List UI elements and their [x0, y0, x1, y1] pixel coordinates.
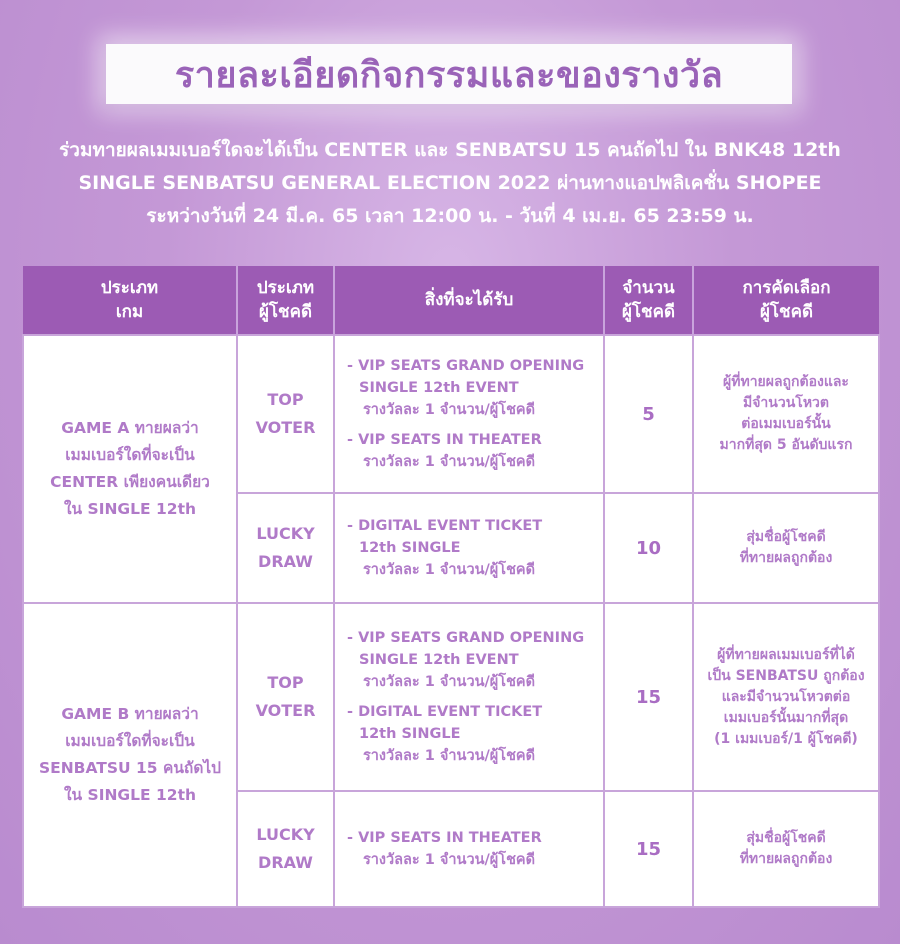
- prizes-cell: [334, 791, 604, 907]
- intro-text: [20, 134, 880, 233]
- intro-line: ระหว่างวันที่ 24 มี.ค. 65 เวลา 12:00 น. - วันที่ 4 เม.ย. 65 23:59 น.: [146, 205, 754, 227]
- header-selection: การคัดเลือก ผู้โชคดี: [693, 266, 879, 335]
- prize-item: - VIP SEATS IN THEATER รางวัลละ 1 จำนวน/ผู้โชคดี: [347, 432, 542, 470]
- prize-item: - VIP SEATS IN THEATER รางวัลละ 1 จำนวน/ผู้โชคดี: [347, 830, 542, 868]
- winner-count-cell: 15: [604, 791, 693, 907]
- intro-line: SINGLE SENBATSU GENERAL ELECTION 2022 ผ่านทางแอปพลิเคชั่น SHOPEE: [78, 172, 822, 194]
- header-winner-type: ประเภท ผู้โชคดี: [237, 266, 334, 335]
- intro-line: ร่วมทายผลเมมเบอร์ใดจะได้เป็น CENTER และ SENBATSU 15 คนถัดไป ใน BNK48 12th: [59, 139, 841, 161]
- title-banner: [106, 44, 792, 104]
- winner-type-cell: LUCKY DRAW: [237, 493, 334, 603]
- table-row: [23, 603, 879, 791]
- selection-cell: ผู้ที่ทายผลถูกต้องและ มีจำนวนโหวต ต่อเมมเบอร์นั้น มากที่สุด 5 อันดับแรก: [693, 335, 879, 493]
- selection-cell: ผู้ที่ทายผลเมมเบอร์ที่ได้ เป็น SENBATSU ถูกต้อง และมีจำนวนโหวตต่อ เมมเบอร์นั้นมากที่สุด (1 เมมเบอร์/1 ผู้โชคดี): [693, 603, 879, 791]
- page-title: รายละเอียดกิจกรรมและของรางวัล: [174, 54, 724, 96]
- table-row: [23, 335, 879, 493]
- selection-cell: สุ่มชื่อผู้โชคดี ที่ทายผลถูกต้อง: [693, 791, 879, 907]
- prize-item: - DIGITAL EVENT TICKET 12th SINGLE รางวัลละ 1 จำนวน/ผู้โชคดี: [347, 704, 543, 764]
- winner-count-cell: 15: [604, 603, 693, 791]
- selection-cell: สุ่มชื่อผู้โชคดี ที่ทายผลถูกต้อง: [693, 493, 879, 603]
- prizes-cell: [334, 603, 604, 791]
- prize-item: - VIP SEATS GRAND OPENING SINGLE 12th EVENT รางวัลละ 1 จำนวน/ผู้โชคดี: [347, 630, 585, 690]
- prize-item: - DIGITAL EVENT TICKET 12th SINGLE รางวัลละ 1 จำนวน/ผู้โชคดี: [347, 518, 543, 578]
- header-winner-count: จำนวน ผู้โชคดี: [604, 266, 693, 335]
- header-prizes: สิ่งที่จะได้รับ: [334, 266, 604, 335]
- header-game-type: ประเภท เกม: [23, 266, 237, 335]
- prize-item: - VIP SEATS GRAND OPENING SINGLE 12th EVENT รางวัลละ 1 จำนวน/ผู้โชคดี: [347, 358, 585, 418]
- winner-count-cell: 5: [604, 335, 693, 493]
- prizes-cell: [334, 493, 604, 603]
- table-header-row: [23, 266, 879, 335]
- prizes-cell: [334, 335, 604, 493]
- rewards-table: [22, 266, 880, 908]
- game-name-cell: GAME B ทายผลว่า เมมเบอร์ใดที่จะเป็น SENBATSU 15 คนถัดไป ใน SINGLE 12th: [23, 603, 237, 907]
- winner-count-cell: 10: [604, 493, 693, 603]
- winner-type-cell: TOP VOTER: [237, 603, 334, 791]
- game-name-cell: GAME A ทายผลว่า เมมเบอร์ใดที่จะเป็น CENTER เพียงคนเดียว ใน SINGLE 12th: [23, 335, 237, 603]
- winner-type-cell: TOP VOTER: [237, 335, 334, 493]
- winner-type-cell: LUCKY DRAW: [237, 791, 334, 907]
